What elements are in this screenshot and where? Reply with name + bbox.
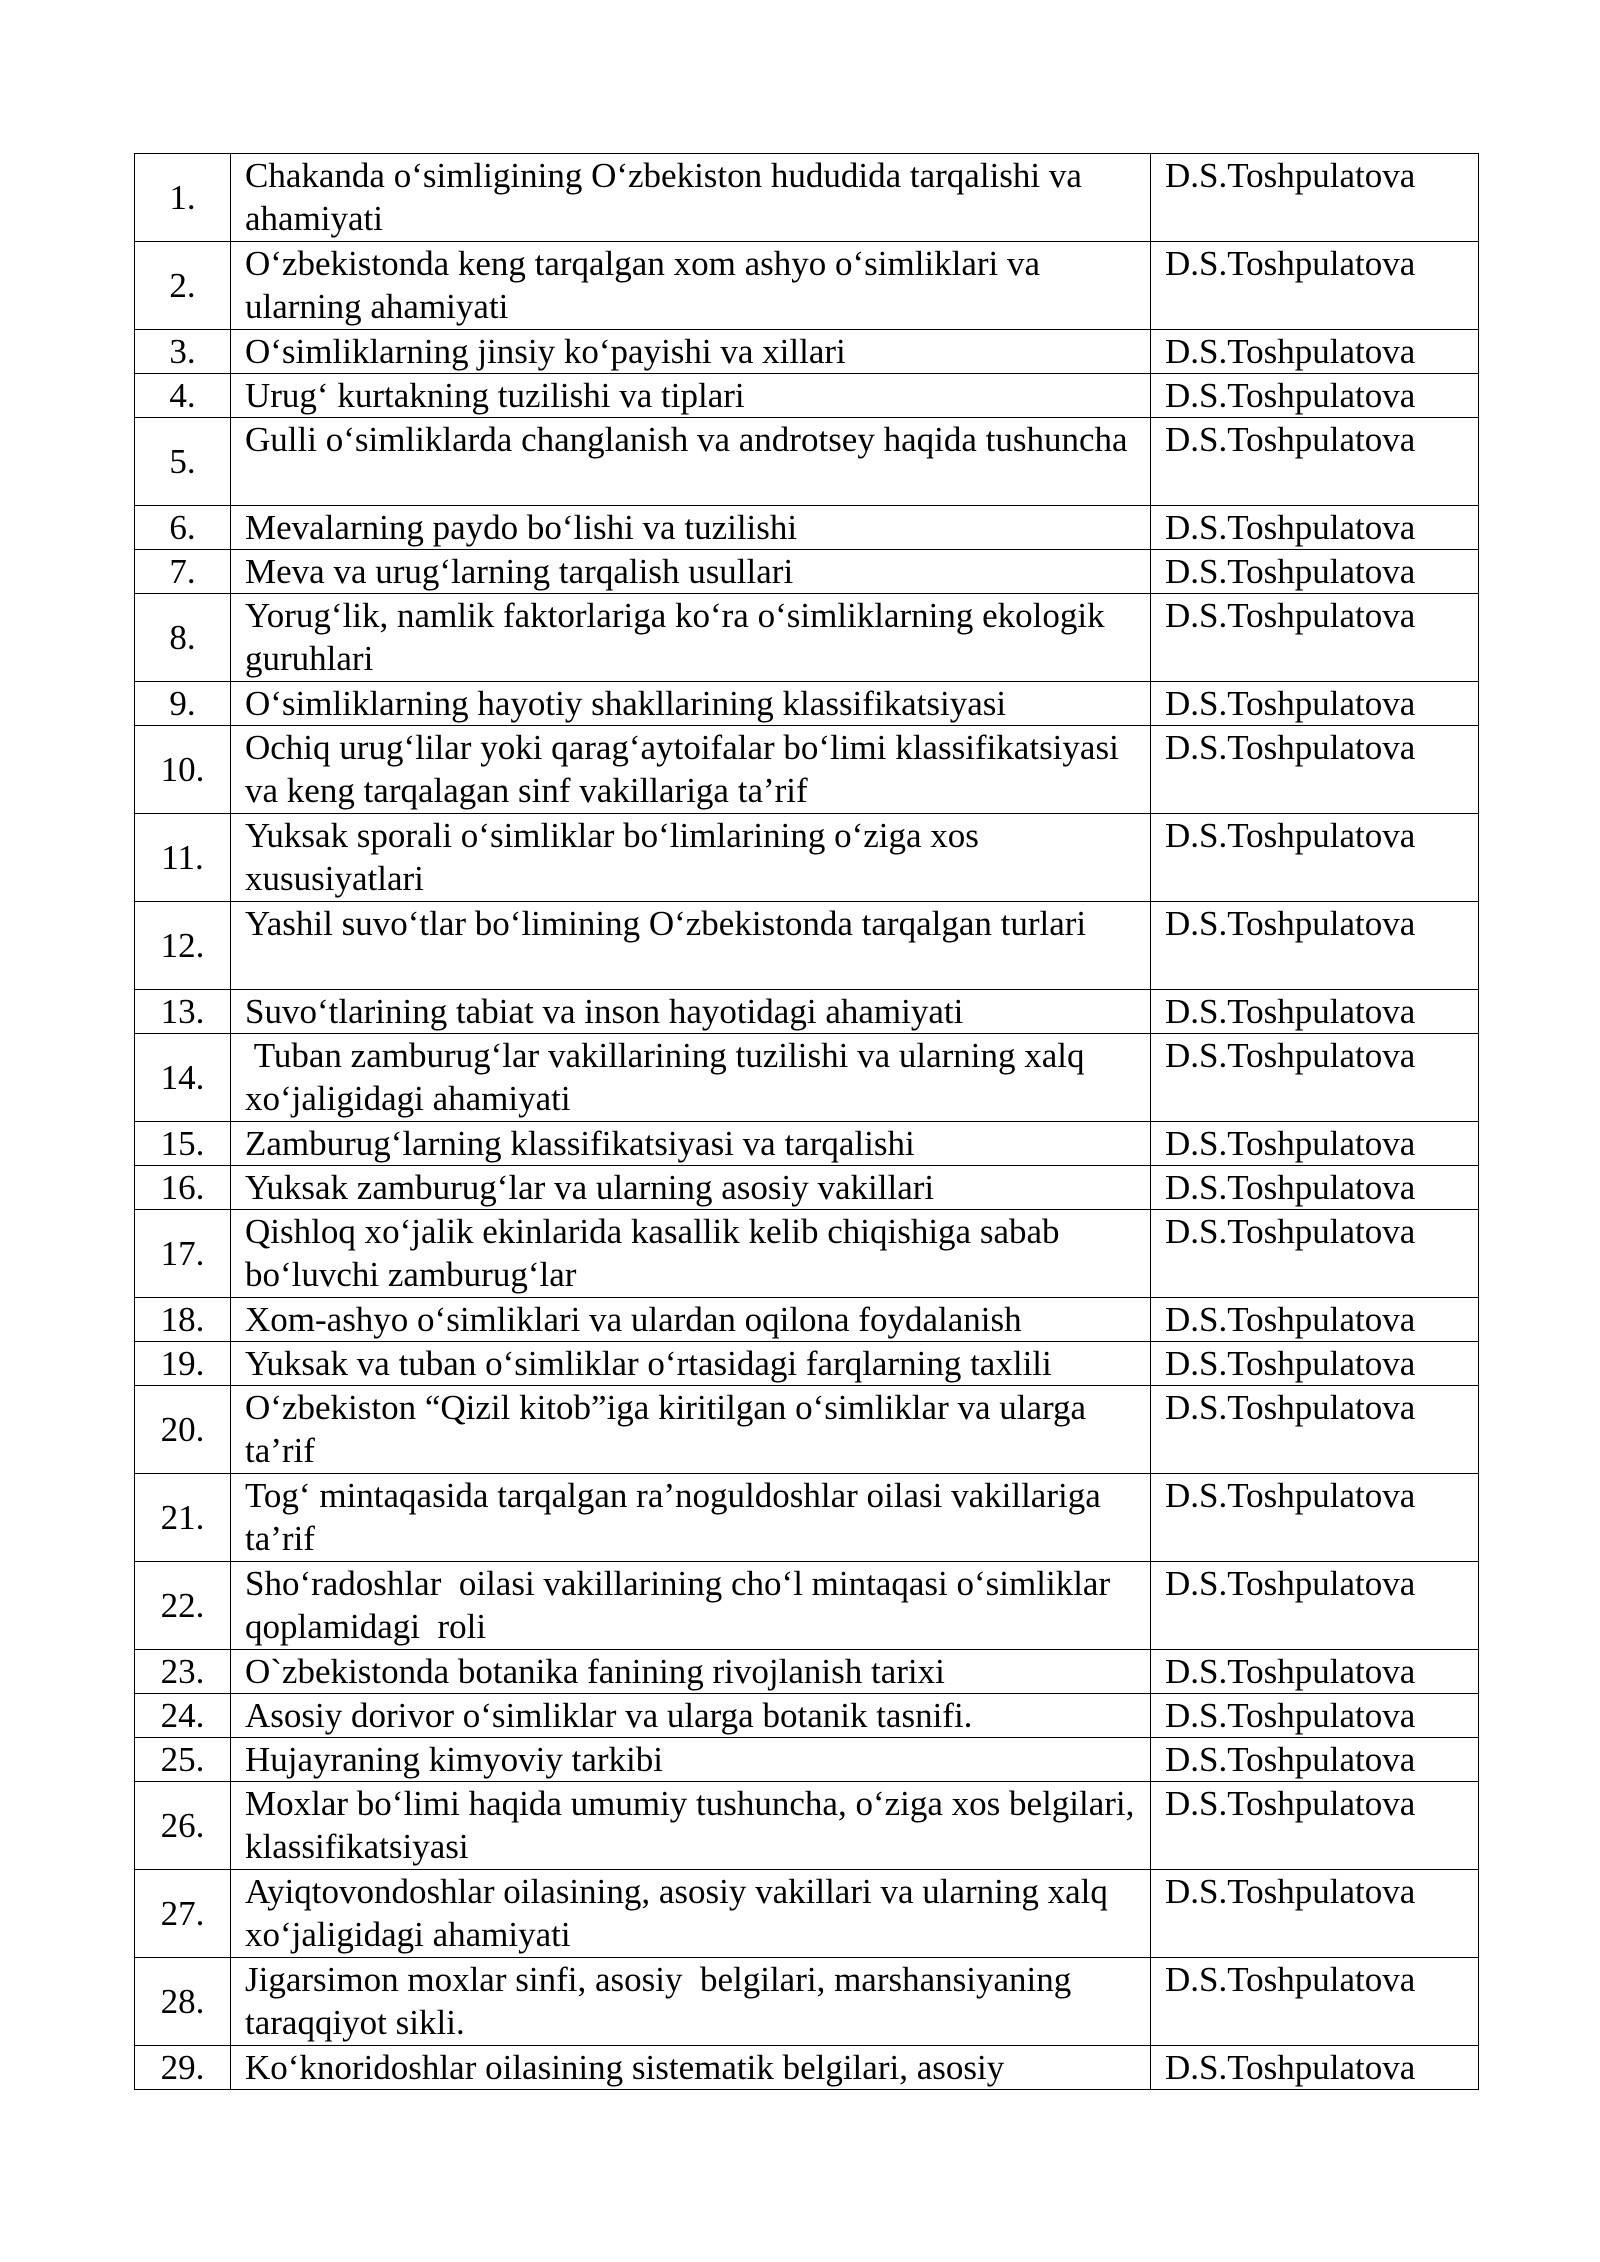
author-name: D.S.Toshpulatova <box>1151 1870 1479 1958</box>
author-name: D.S.Toshpulatova <box>1151 242 1479 330</box>
topic-title: Ko‘knoridoshlar oilasining sistematik belgilari, asosiy <box>231 2046 1151 2090</box>
topic-title: Hujayraning kimyoviy tarkibi <box>231 1738 1151 1782</box>
topic-title: Asosiy dorivor o‘simliklar va ularga botanik tasnifi. <box>231 1694 1151 1738</box>
table-row <box>135 1474 1479 1562</box>
row-number: 8. <box>135 594 231 682</box>
table-row <box>135 418 1479 506</box>
table-row <box>135 1034 1479 1122</box>
topic-title: Suvo‘tlarining tabiat va inson hayotidagi ahamiyati <box>231 990 1151 1034</box>
author-name: D.S.Toshpulatova <box>1151 154 1479 242</box>
row-number: 23. <box>135 1650 231 1694</box>
author-name: D.S.Toshpulatova <box>1151 814 1479 902</box>
topic-title: Sho‘radoshlar oilasi vakillarining cho‘l mintaqasi o‘simliklar qoplamidagi roli <box>231 1562 1151 1650</box>
table-row <box>135 726 1479 814</box>
row-number: 26. <box>135 1782 231 1870</box>
table-row <box>135 682 1479 726</box>
table-row <box>135 374 1479 418</box>
row-number: 25. <box>135 1738 231 1782</box>
author-name: D.S.Toshpulatova <box>1151 1386 1479 1474</box>
author-name: D.S.Toshpulatova <box>1151 1166 1479 1210</box>
table-row <box>135 1650 1479 1694</box>
row-number: 3. <box>135 330 231 374</box>
table-row <box>135 1958 1479 2046</box>
topic-title: Ochiq urug‘lilar yoki qarag‘aytoifalar bo‘limi klassifikatsiyasi va keng tarqalagan sinf vakillariga ta’rif <box>231 726 1151 814</box>
table-row <box>135 1694 1479 1738</box>
table-row <box>135 506 1479 550</box>
row-number: 14. <box>135 1034 231 1122</box>
table-row <box>135 1782 1479 1870</box>
topic-title: Mevalarning paydo bo‘lishi va tuzilishi <box>231 506 1151 550</box>
table-row <box>135 1386 1479 1474</box>
row-number: 21. <box>135 1474 231 1562</box>
topic-title: O‘simliklarning hayotiy shakllarining klassifikatsiyasi <box>231 682 1151 726</box>
row-number: 18. <box>135 1298 231 1342</box>
author-name: D.S.Toshpulatova <box>1151 1562 1479 1650</box>
topic-title: Gulli o‘simliklarda changlanish va androtsey haqida tushuncha <box>231 418 1151 506</box>
author-name: D.S.Toshpulatova <box>1151 1650 1479 1694</box>
table-row <box>135 1166 1479 1210</box>
table-row <box>135 1210 1479 1298</box>
author-name: D.S.Toshpulatova <box>1151 682 1479 726</box>
author-name: D.S.Toshpulatova <box>1151 1298 1479 1342</box>
topic-title: Meva va urug‘larning tarqalish usullari <box>231 550 1151 594</box>
row-number: 13. <box>135 990 231 1034</box>
author-name: D.S.Toshpulatova <box>1151 1342 1479 1386</box>
row-number: 2. <box>135 242 231 330</box>
row-number: 7. <box>135 550 231 594</box>
topic-title: Yuksak va tuban o‘simliklar o‘rtasidagi farqlarning taxlili <box>231 1342 1151 1386</box>
row-number: 22. <box>135 1562 231 1650</box>
row-number: 17. <box>135 1210 231 1298</box>
author-name: D.S.Toshpulatova <box>1151 330 1479 374</box>
author-name: D.S.Toshpulatova <box>1151 1782 1479 1870</box>
row-number: 1. <box>135 154 231 242</box>
row-number: 27. <box>135 1870 231 1958</box>
row-number: 19. <box>135 1342 231 1386</box>
table-row <box>135 242 1479 330</box>
table-row <box>135 1870 1479 1958</box>
topic-title: O‘zbekiston “Qizil kitob”iga kiritilgan o‘simliklar va ularga ta’rif <box>231 1386 1151 1474</box>
author-name: D.S.Toshpulatova <box>1151 1474 1479 1562</box>
topic-title: Xom-ashyo o‘simliklari va ulardan oqilona foydalanish <box>231 1298 1151 1342</box>
topic-title: O`zbekistonda botanika fanining rivojlanish tarixi <box>231 1650 1151 1694</box>
table-row <box>135 814 1479 902</box>
table-row <box>135 1562 1479 1650</box>
table-row <box>135 1738 1479 1782</box>
topic-title: O‘simliklarning jinsiy ko‘payishi va xillari <box>231 330 1151 374</box>
row-number: 4. <box>135 374 231 418</box>
author-name: D.S.Toshpulatova <box>1151 1694 1479 1738</box>
author-name: D.S.Toshpulatova <box>1151 1122 1479 1166</box>
author-name: D.S.Toshpulatova <box>1151 418 1479 506</box>
author-name: D.S.Toshpulatova <box>1151 594 1479 682</box>
table-row <box>135 1298 1479 1342</box>
topic-title: Tog‘ mintaqasida tarqalgan ra’noguldoshlar oilasi vakillariga ta’rif <box>231 1474 1151 1562</box>
row-number: 11. <box>135 814 231 902</box>
row-number: 28. <box>135 1958 231 2046</box>
topic-title: Qishloq xo‘jalik ekinlarida kasallik kelib chiqishiga sabab bo‘luvchi zamburug‘lar <box>231 1210 1151 1298</box>
topic-title: Chakanda o‘simligining O‘zbekiston hududida tarqalishi va ahamiyati <box>231 154 1151 242</box>
table-row <box>135 594 1479 682</box>
row-number: 10. <box>135 726 231 814</box>
table-row <box>135 990 1479 1034</box>
row-number: 29. <box>135 2046 231 2090</box>
topic-title: O‘zbekistonda keng tarqalgan xom ashyo o‘simliklari va ularning ahamiyati <box>231 242 1151 330</box>
author-name: D.S.Toshpulatova <box>1151 374 1479 418</box>
topic-title: Moxlar bo‘limi haqida umumiy tushuncha, o‘ziga xos belgilari, klassifikatsiyasi <box>231 1782 1151 1870</box>
topic-title: Zamburug‘larning klassifikatsiyasi va tarqalishi <box>231 1122 1151 1166</box>
table-row <box>135 330 1479 374</box>
row-number: 6. <box>135 506 231 550</box>
author-name: D.S.Toshpulatova <box>1151 1210 1479 1298</box>
row-number: 16. <box>135 1166 231 1210</box>
author-name: D.S.Toshpulatova <box>1151 2046 1479 2090</box>
topic-title: Ayiqtovondoshlar oilasining, asosiy vakillari va ularning xalq xo‘jaligidagi ahamiyati <box>231 1870 1151 1958</box>
topic-title: Yuksak zamburug‘lar va ularning asosiy vakillari <box>231 1166 1151 1210</box>
author-name: D.S.Toshpulatova <box>1151 1738 1479 1782</box>
table-row <box>135 1342 1479 1386</box>
author-name: D.S.Toshpulatova <box>1151 1958 1479 2046</box>
table-row <box>135 1122 1479 1166</box>
author-name: D.S.Toshpulatova <box>1151 1034 1479 1122</box>
topic-title: Yashil suvo‘tlar bo‘limining O‘zbekistonda tarqalgan turlari <box>231 902 1151 990</box>
table-row <box>135 2046 1479 2090</box>
row-number: 5. <box>135 418 231 506</box>
topics-table-body <box>135 154 1479 2090</box>
table-row <box>135 550 1479 594</box>
author-name: D.S.Toshpulatova <box>1151 726 1479 814</box>
row-number: 24. <box>135 1694 231 1738</box>
author-name: D.S.Toshpulatova <box>1151 902 1479 990</box>
author-name: D.S.Toshpulatova <box>1151 990 1479 1034</box>
table-row <box>135 154 1479 242</box>
topic-title: Jigarsimon moxlar sinfi, asosiy belgilari, marshansiyaning taraqqiyot sikli. <box>231 1958 1151 2046</box>
author-name: D.S.Toshpulatova <box>1151 550 1479 594</box>
topic-title: Tuban zamburug‘lar vakillarining tuzilishi va ularning xalq xo‘jaligidagi ahamiyati <box>231 1034 1151 1122</box>
row-number: 20. <box>135 1386 231 1474</box>
topic-title: Yorug‘lik, namlik faktorlariga ko‘ra o‘simliklarning ekologik guruhlari <box>231 594 1151 682</box>
author-name: D.S.Toshpulatova <box>1151 506 1479 550</box>
row-number: 9. <box>135 682 231 726</box>
topic-title: Urug‘ kurtakning tuzilishi va tiplari <box>231 374 1151 418</box>
topics-table <box>134 153 1479 2090</box>
row-number: 15. <box>135 1122 231 1166</box>
topic-title: Yuksak sporali o‘simliklar bo‘limlarining o‘ziga xos xususiyatlari <box>231 814 1151 902</box>
row-number: 12. <box>135 902 231 990</box>
table-row <box>135 902 1479 990</box>
